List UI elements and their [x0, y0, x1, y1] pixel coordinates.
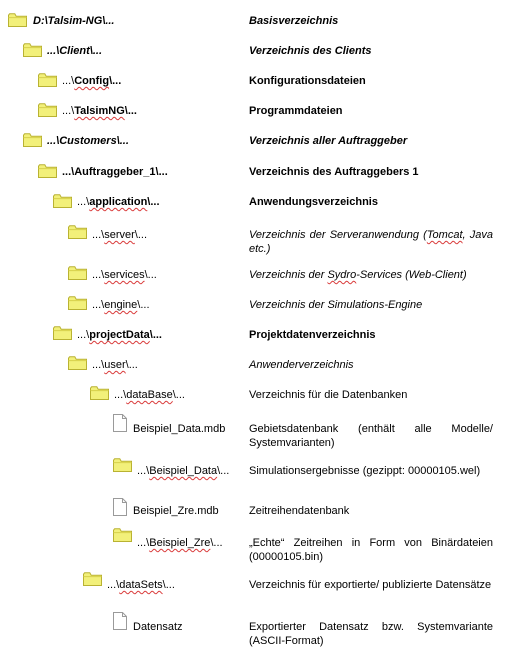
file-name: Datensatz — [133, 621, 183, 633]
folder-icon — [68, 225, 87, 239]
folder-name: ...\Auftraggeber_1\... — [62, 166, 168, 178]
folder-icon — [23, 43, 42, 57]
folder-name: ...\Customers\... — [47, 135, 129, 147]
file-icon — [113, 612, 127, 630]
folder-icon — [38, 103, 57, 117]
row-description: Programmdateien — [249, 105, 343, 117]
folder-icon — [68, 296, 87, 310]
folder-name: D:\Talsim-NG\... — [33, 15, 115, 27]
folder-icon — [113, 528, 132, 542]
folder-icon — [53, 326, 72, 340]
row-description: Verzeichnis der Simulations-Engine — [249, 299, 423, 311]
folder-name: ...\user\... — [92, 359, 138, 371]
row-description: Zeitreihendatenbank — [249, 505, 350, 517]
row-description: „Echte“ Zeitreihen in Form von Binärdateien (00000105.bin) — [249, 537, 493, 563]
row-description: Verzeichnis für exportierte/ publizierte Datensätze — [249, 579, 492, 591]
folder-name: ...\engine\... — [92, 299, 150, 311]
folder-icon — [23, 133, 42, 147]
row-description: Verzeichnis aller Auftraggeber — [249, 135, 408, 147]
folder-name: ...\Beispiel_Zre\... — [137, 537, 223, 549]
folder-icon — [38, 164, 57, 178]
row-description: Gebietsdatenbank (enthält alle Modelle/ Systemvarianten) — [249, 423, 493, 449]
folder-name: ...\Beispiel_Data\... — [137, 465, 230, 477]
row-description: Exportierter Datensatz bzw. Systemvariante (ASCII-Format) — [249, 621, 493, 647]
file-name: Beispiel_Data.mdb — [133, 423, 226, 435]
folder-icon — [90, 386, 109, 400]
folder-name: ...\services\... — [92, 269, 157, 281]
folder-name: ...\application\... — [77, 196, 160, 208]
folder-name: ...\Config\... — [62, 75, 122, 87]
row-description: Simulationsergebnisse (gezippt: 00000105.wel) — [249, 465, 481, 477]
row-description: Anwendungsverzeichnis — [249, 196, 378, 208]
folder-name: ...\Client\... — [47, 45, 103, 57]
row-description: Konfigurationsdateien — [249, 75, 366, 87]
row-description: Verzeichnis der Serveranwendung (Tomcat, Java etc.) — [249, 229, 493, 255]
row-description: Basisverzeichnis — [249, 15, 339, 27]
row-description: Verzeichnis für die Datenbanken — [249, 389, 408, 401]
folder-name: ...\dataBase\... — [114, 389, 185, 401]
row-description: Verzeichnis des Auftraggebers 1 — [249, 166, 419, 178]
folder-name: ...\server\... — [92, 229, 148, 241]
row-description: Projektdatenverzeichnis — [249, 329, 376, 341]
file-name: Beispiel_Zre.mdb — [133, 505, 219, 517]
folder-icon — [68, 356, 87, 370]
folder-icon — [83, 572, 102, 586]
row-description: Verzeichnis der Sydro-Services (Web-Client) — [249, 269, 467, 281]
folder-name: ...\dataSets\... — [107, 579, 175, 591]
folder-icon — [113, 458, 132, 472]
folder-name: ...\projectData\... — [77, 329, 162, 341]
folder-icon — [38, 73, 57, 87]
folder-icon — [68, 266, 87, 280]
row-description: Anwenderverzeichnis — [249, 359, 354, 371]
file-icon — [113, 498, 127, 516]
folder-icon — [53, 194, 72, 208]
folder-name: ...\TalsimNG\... — [62, 105, 137, 117]
row-description: Verzeichnis des Clients — [249, 45, 372, 57]
folder-icon — [8, 13, 27, 27]
file-icon — [113, 414, 127, 432]
